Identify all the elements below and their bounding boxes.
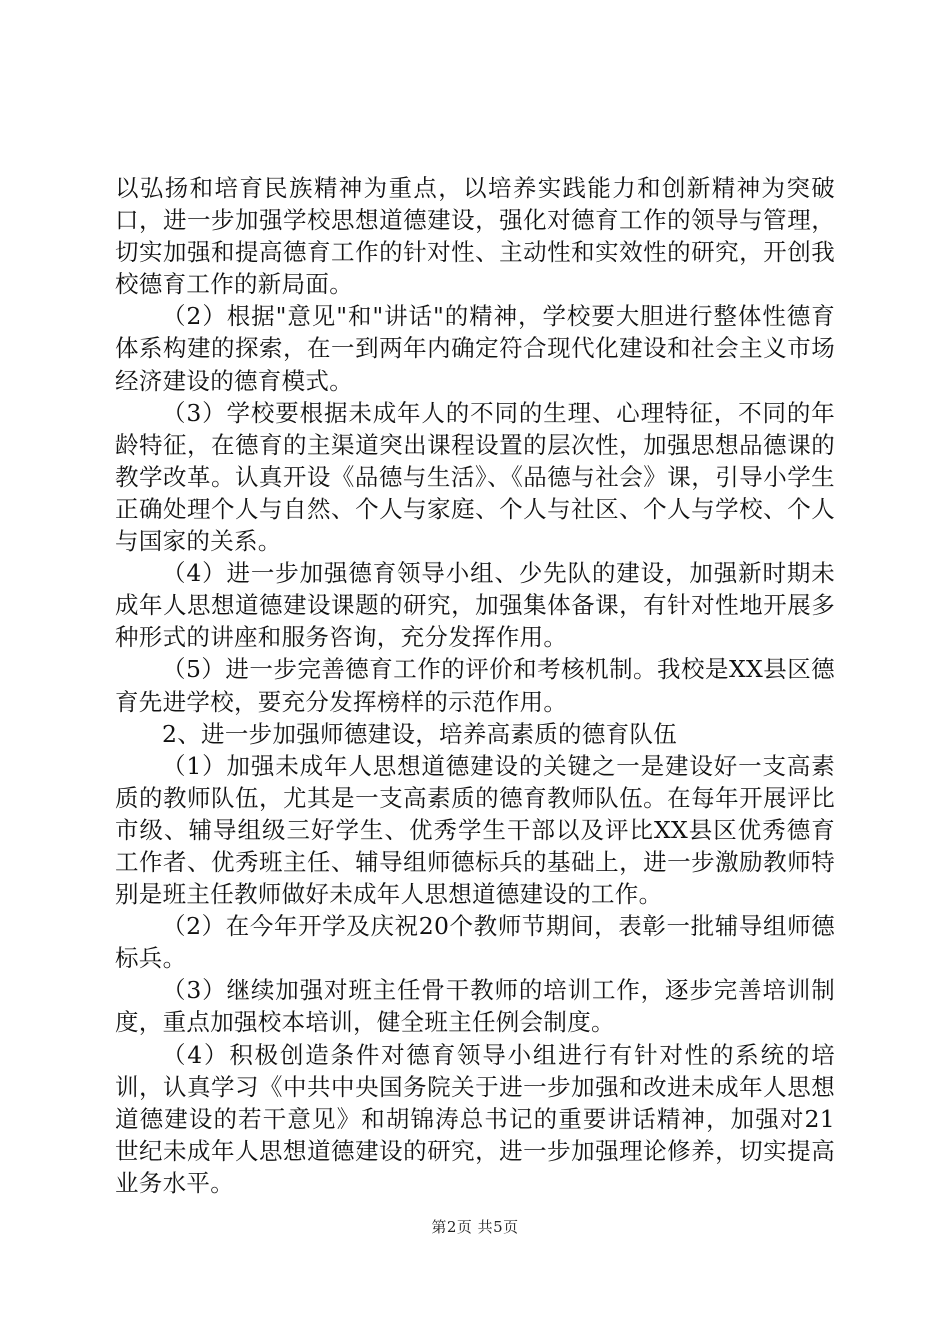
paragraph-item-2: （2）根据"意见"和"讲话"的精神，学校要大胆进行整体性德育体系构建的探索，在一到两年内确定符合现代化建设和社会主义市场经济建设的德育模式。 bbox=[115, 302, 835, 395]
paragraph-section2-item-1: （1）加强未成年人思想道德建设的关键之一是建设好一支高素质的教师队伍，尤其是一支高素质的德育教师队伍。在每年开展评比市级、辅导组级三好学生、优秀学生干部以及评比XX县区优秀德育工作者、优秀班主任、辅导组师德标兵的基础上，进一步激励教师特别是班主任教师做好未成年人思想道德建设的工作。 bbox=[115, 751, 835, 909]
section-heading-2: 2、进一步加强师德建设，培养高素质的德育队伍 bbox=[162, 719, 678, 748]
paragraph-item-4: （4）进一步加强德育领导小组、少先队的建设，加强新时期未成年人思想道德建设课题的研究，加强集体备课，有针对性地开展多种形式的讲座和服务咨询，充分发挥作用。 bbox=[115, 559, 835, 652]
paragraph-section2-item-2: （2）在今年开学及庆祝20个教师节期间，表彰一批辅导组师德标兵。 bbox=[115, 912, 835, 973]
paragraph-section2-item-4: （4）积极创造条件对德育领导小组进行有针对性的系统的培训，认真学习《中共中央国务院关于进一步加强和改进未成年人思想道德建设的若干意见》和胡锦涛总书记的重要讲话精神，加强对21世纪未成年人思想道德建设的研究，进一步加强理论修养，切实提高业务水平。 bbox=[115, 1040, 835, 1197]
paragraph-item-3: （3）学校要根据未成年人的不同的生理、心理特征，不同的年龄特征，在德育的主渠道突出课程设置的层次性，加强思想品德课的教学改革。认真开设《品德与生活》、《品德与社会》课，引导小学生正确处理个人与自然、个人与家庭、个人与社区、个人与学校、个人与国家的关系。 bbox=[115, 398, 835, 556]
paragraph-item-5: （5）进一步完善德育工作的评价和考核机制。我校是XX县区德育先进学校，要充分发挥榜样的示范作用。 bbox=[115, 655, 835, 716]
paragraph-section2-item-3: （3）继续加强对班主任骨干教师的培训工作，逐步完善培训制度，重点加强校本培训，健全班主任例会制度。 bbox=[115, 976, 835, 1037]
paragraph-intro: 以弘扬和培育民族精神为重点，以培养实践能力和创新精神为突破口，进一步加强学校思想道德建设，强化对德育工作的领导与管理，切实加强和提高德育工作的针对性、主动性和实效性的研究，开创我校德育工作的新局面。 bbox=[115, 174, 835, 299]
page-number-footer: 第2页 共5页 bbox=[431, 1218, 519, 1236]
document-body bbox=[115, 172, 835, 1199]
